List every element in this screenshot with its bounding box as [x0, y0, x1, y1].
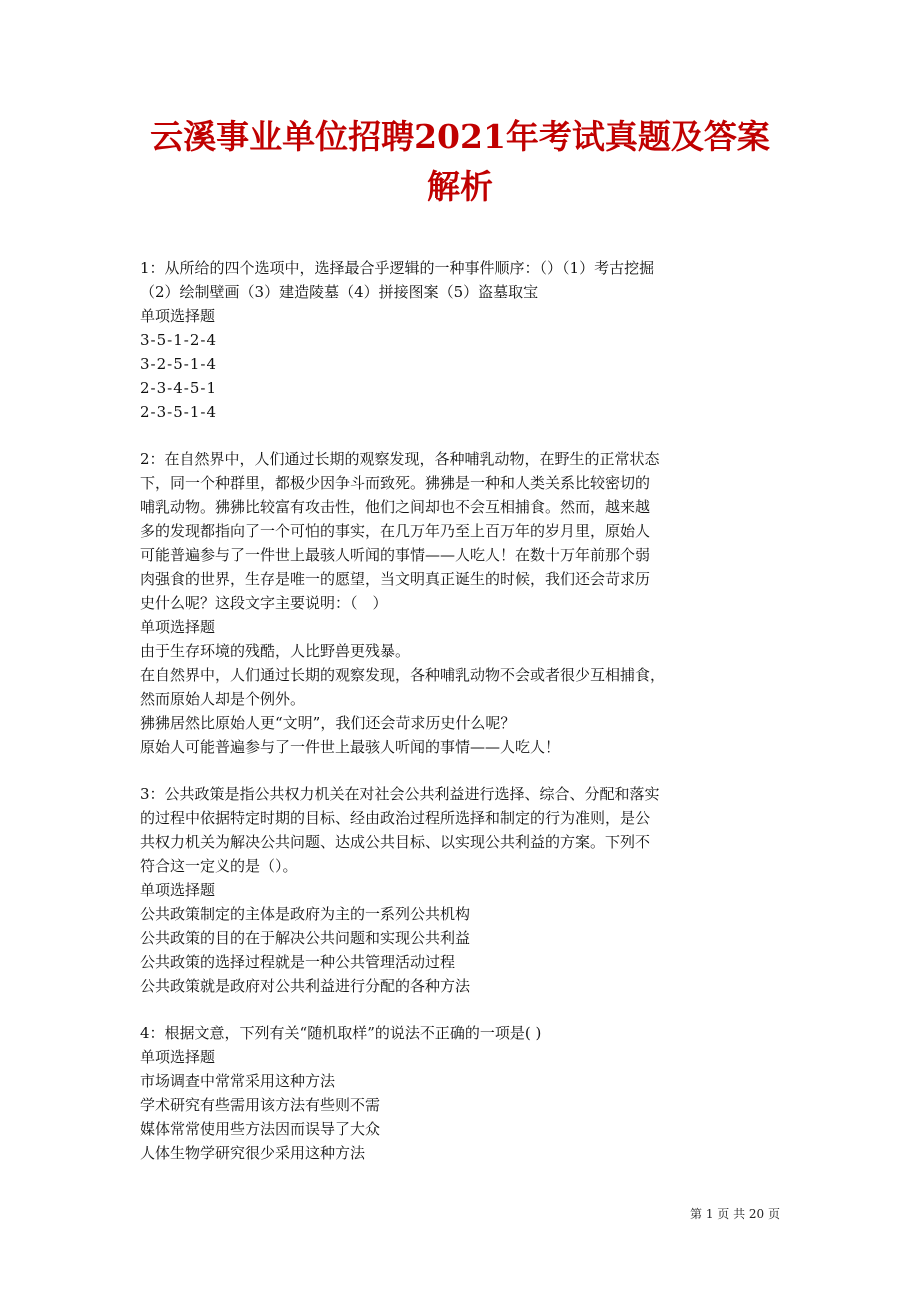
- option-b-continued: 然而原始人却是个例外。: [140, 690, 306, 708]
- question-stem-line: 可能普遍参与了一件世上最骇人听闻的事情——人吃人！在数十万年前那个弱: [140, 546, 651, 564]
- question-stem-line: 的过程中依据特定时期的目标、经由政治过程所选择和制定的行为准则，是公: [140, 809, 651, 827]
- option-a: 公共政策制定的主体是政府为主的一系列公共机构: [140, 905, 471, 923]
- question-stem-line: 符合这一定义的是（）。: [140, 857, 298, 875]
- option-a: 由于生存环境的残酷，人比野兽更残暴。: [140, 642, 411, 660]
- question-1: [140, 256, 780, 424]
- option-c: 2-3-4-5-1: [140, 379, 217, 397]
- question-stem-line: 共权力机关为解决公共问题、达成公共目标、以实现公共利益的方案。下列不: [140, 833, 651, 851]
- question-stem-line: 哺乳动物。狒狒比较富有攻击性，他们之间却也不会互相捕食。然而，越来越: [140, 498, 651, 516]
- question-stem-line: 下，同一个种群里，都极少因争斗而致死。狒狒是一种和人类关系比较密切的: [140, 474, 651, 492]
- option-d: 公共政策就是政府对公共利益进行分配的各种方法: [140, 977, 471, 995]
- option-c: 公共政策的选择过程就是一种公共管理活动过程: [140, 953, 456, 971]
- option-d: 原始人可能普遍参与了一件世上最骇人听闻的事情——人吃人！: [140, 738, 561, 756]
- page-number: 第 1 页 共 20 页: [690, 1207, 780, 1221]
- question-type: 单项选择题: [140, 881, 216, 899]
- question-stem-line: 肉强食的世界，生存是唯一的愿望，当文明真正诞生的时候，我们还会苛求历: [140, 570, 651, 588]
- question-stem-line: 4：根据文意，下列有关“随机取样”的说法不正确的一项是( ): [140, 1024, 542, 1042]
- title-line-2: 解析: [427, 167, 493, 206]
- question-3: [140, 782, 780, 998]
- option-b: 学术研究有些需用该方法有些则不需: [140, 1096, 381, 1114]
- question-type: 单项选择题: [140, 1048, 216, 1066]
- question-stem-line: （2）绘制壁画（3）建造陵墓（4）拼接图案（5）盗墓取宝: [140, 283, 539, 301]
- option-b: 在自然界中，人们通过长期的观察发现，各种哺乳动物不会或者很少互相捕食，: [140, 666, 666, 684]
- title-line-1: 云溪事业单位招聘2021年考试真题及答案: [150, 117, 770, 156]
- option-b: 3-2-5-1-4: [140, 355, 217, 373]
- question-stem-line: 1：从所给的四个选项中，选择最合乎逻辑的一种事件顺序：（）（1）考古挖掘: [140, 259, 655, 277]
- option-c: 媒体常常使用些方法因而误导了大众: [140, 1120, 381, 1138]
- question-stem-line: 多的发现都指向了一个可怕的事实，在几万年乃至上百万年的岁月里，原始人: [140, 522, 651, 540]
- option-a: 3-5-1-2-4: [140, 331, 217, 349]
- document-title: [110, 112, 810, 212]
- option-b: 公共政策的目的在于解决公共问题和实现公共利益: [140, 929, 471, 947]
- question-list: [140, 256, 780, 1188]
- option-d: 2-3-5-1-4: [140, 403, 217, 421]
- option-c: 狒狒居然比原始人更“文明”，我们还会苛求历史什么呢？: [140, 714, 516, 732]
- question-type: 单项选择题: [140, 307, 216, 325]
- question-stem-line: 3：公共政策是指公共权力机关在对社会公共利益进行选择、综合、分配和落实: [140, 785, 660, 803]
- question-4: [140, 1021, 780, 1165]
- question-stem-line: 史什么呢？这段文字主要说明：（ ）: [140, 594, 388, 612]
- option-d: 人体生物学研究很少采用这种方法: [140, 1144, 366, 1162]
- question-type: 单项选择题: [140, 618, 216, 636]
- question-stem-line: 2：在自然界中，人们通过长期的观察发现，各种哺乳动物，在野生的正常状态: [140, 450, 660, 468]
- option-a: 市场调查中常常采用这种方法: [140, 1072, 336, 1090]
- question-2: [140, 447, 780, 759]
